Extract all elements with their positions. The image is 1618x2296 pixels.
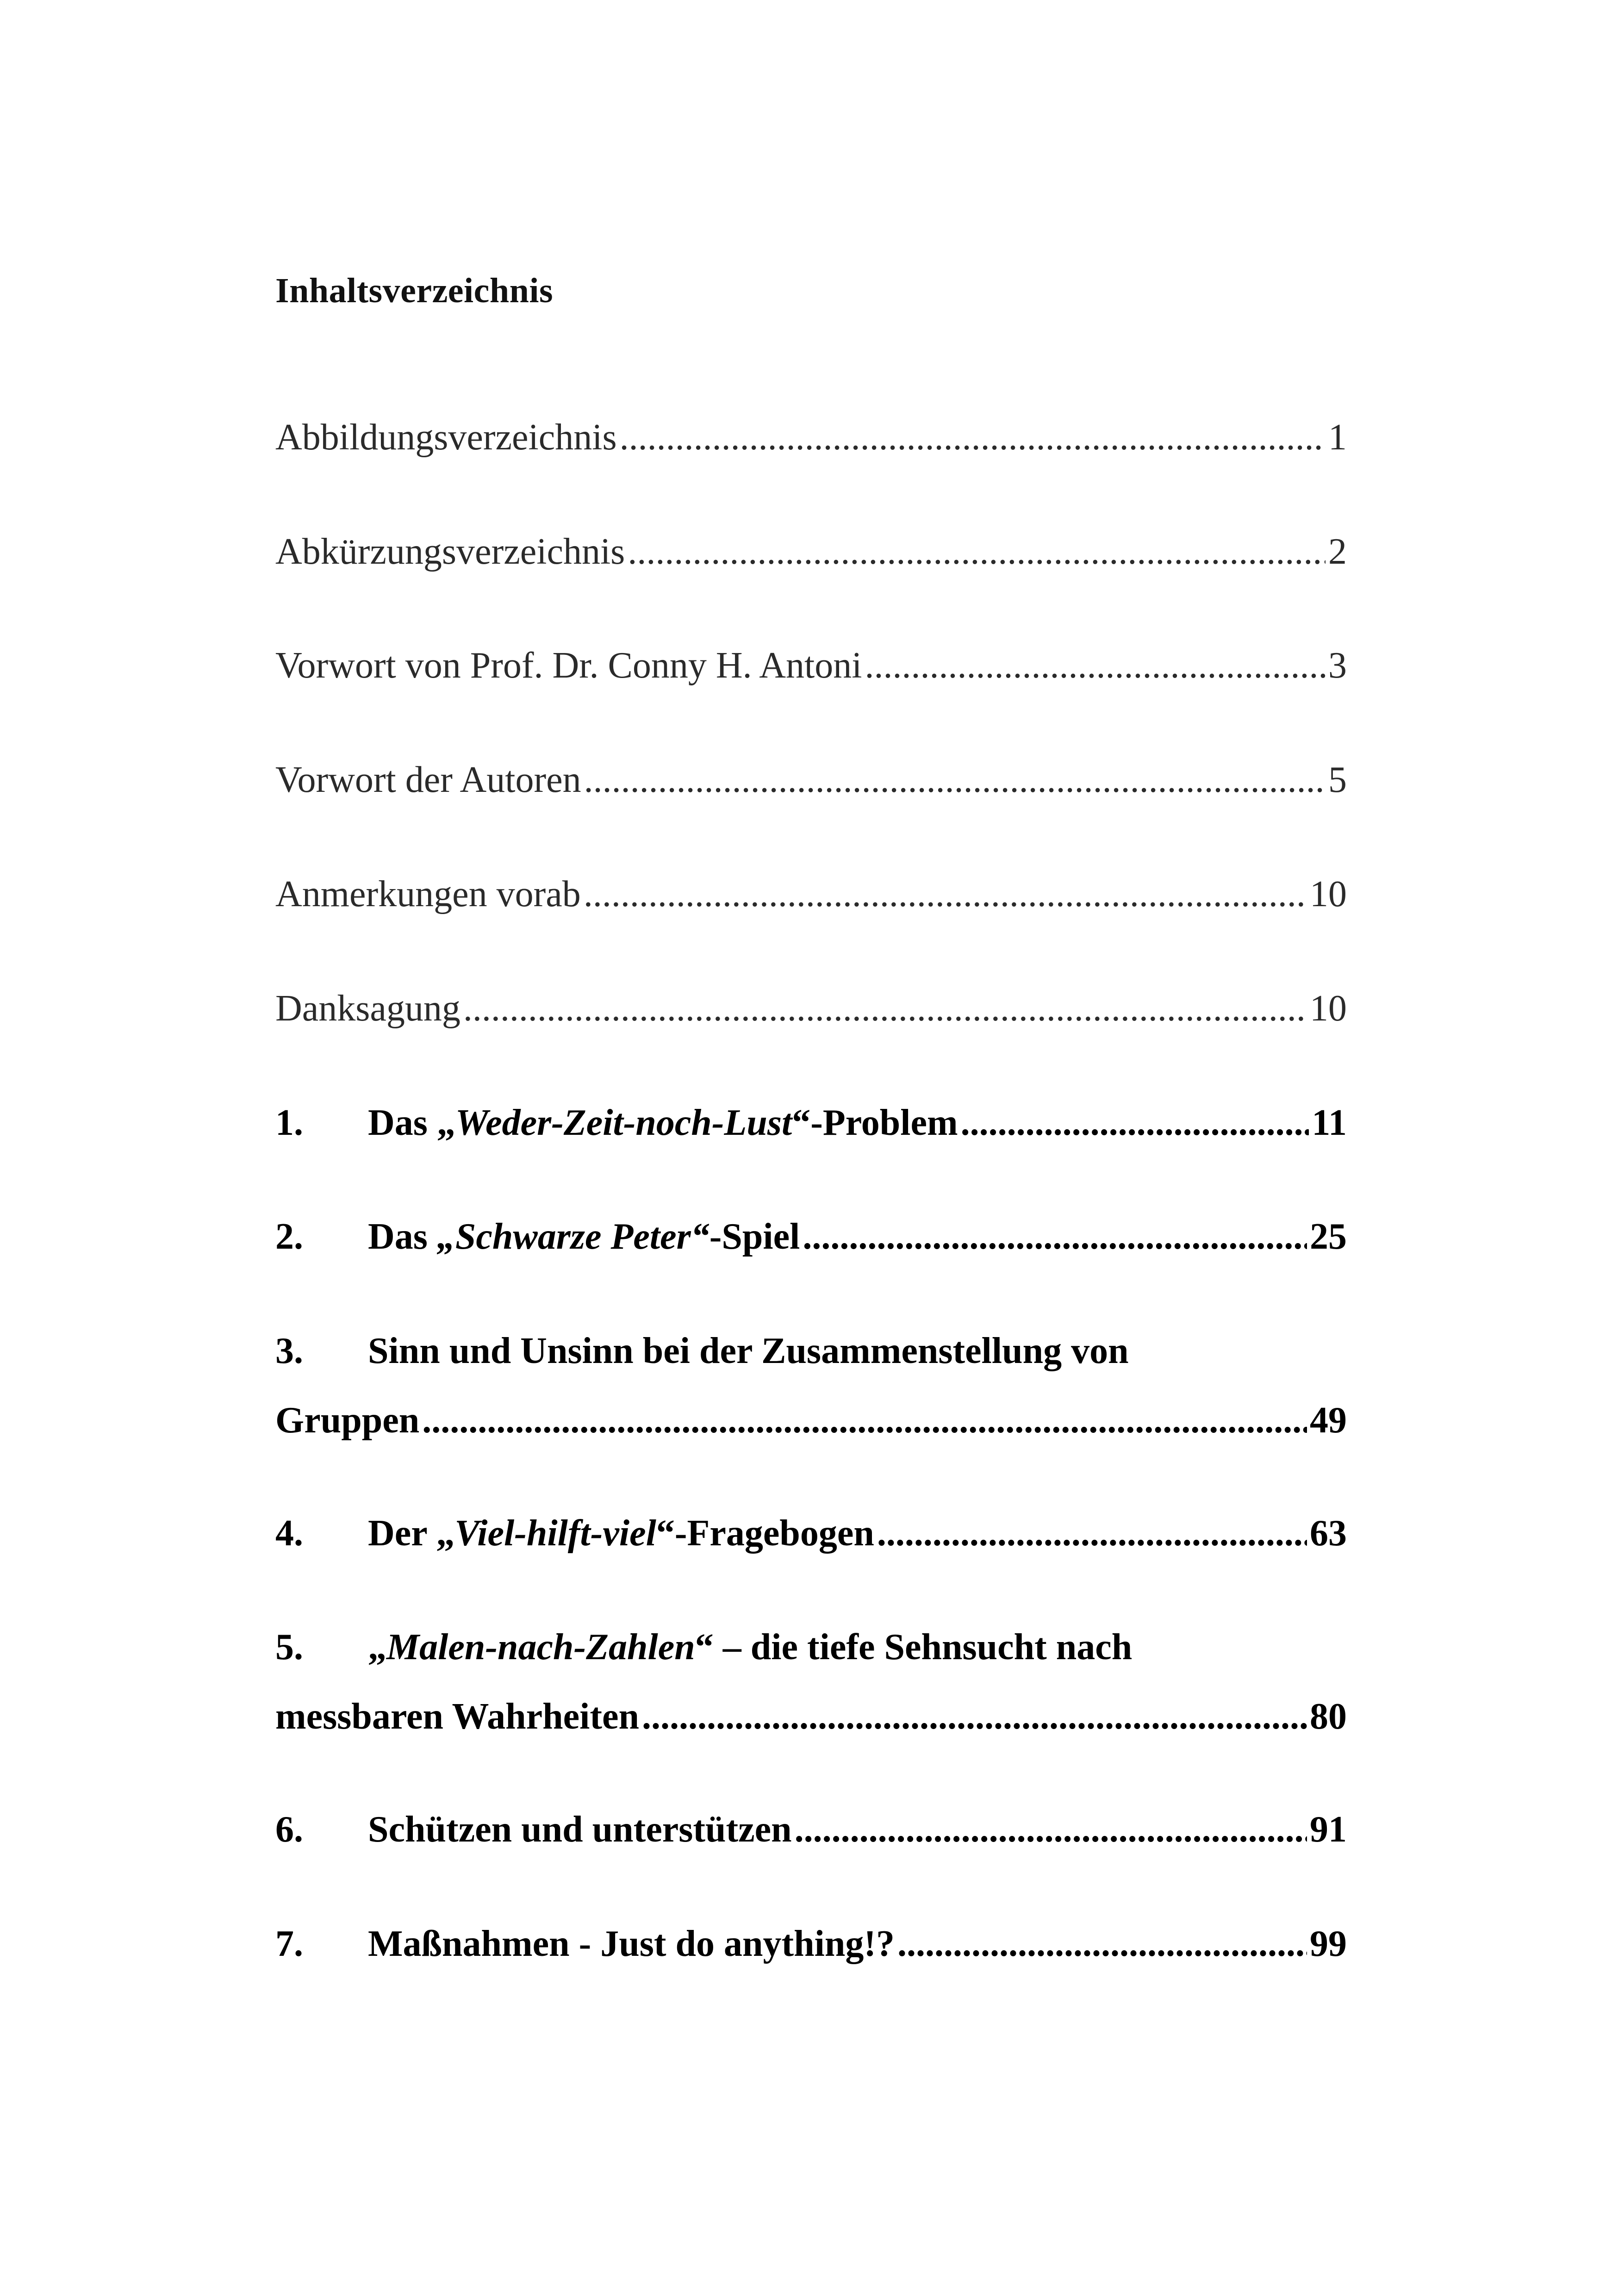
chapter-page: 11 — [1312, 1102, 1347, 1143]
chapter-number: 2. — [275, 1216, 303, 1257]
chapter-title-line2: messbaren Wahrheiten — [275, 1696, 639, 1737]
toc-entry-page: 5 — [1328, 759, 1347, 800]
toc-chapter-4[interactable] — [275, 1499, 1347, 1568]
dot-leader — [961, 1088, 1309, 1157]
dot-leader — [620, 403, 1326, 472]
chapter-title-line2: Gruppen — [275, 1400, 420, 1441]
toc-chapter-3[interactable] — [275, 1316, 1347, 1455]
chapter-page: 49 — [1310, 1400, 1347, 1441]
chapter-title: Maßnahmen - Just do anything!? — [368, 1923, 895, 1964]
dot-leader — [642, 1682, 1307, 1751]
chapter-page: 80 — [1310, 1696, 1347, 1737]
toc-entry-page: 10 — [1310, 874, 1347, 915]
chapter-title: Das „Schwarze Peter“-Spiel — [368, 1216, 800, 1257]
toc-entry-page: 3 — [1328, 645, 1347, 686]
toc-entry-label: Anmerkungen vorab — [275, 874, 581, 915]
chapter-title-line1: Sinn und Unsinn bei der Zusammenstellung von — [368, 1331, 1129, 1371]
toc-title: Inhaltsverzeichnis — [275, 271, 554, 310]
toc-entry-label: Vorwort von Prof. Dr. Conny H. Antoni — [275, 645, 862, 686]
toc-entry-page: 1 — [1328, 417, 1347, 458]
chapter-number: 3. — [275, 1331, 303, 1371]
toc-entry-anmerkungen[interactable] — [275, 859, 1347, 929]
chapter-page: 91 — [1310, 1809, 1347, 1850]
chapter-title-line1: „Malen-nach-Zahlen“ – die tiefe Sehnsucht nach — [368, 1627, 1133, 1668]
dot-leader — [422, 1386, 1307, 1455]
dot-leader — [795, 1795, 1307, 1864]
toc-entry-vorwort-antoni[interactable] — [275, 631, 1347, 700]
chapter-number: 6. — [275, 1809, 303, 1850]
dot-leader — [584, 859, 1307, 929]
toc-entry-label: Vorwort der Autoren — [275, 759, 581, 800]
dot-leader — [803, 1202, 1307, 1271]
toc-chapter-6[interactable] — [275, 1795, 1347, 1864]
dot-leader — [584, 745, 1326, 815]
dot-leader — [628, 517, 1326, 586]
chapter-page: 63 — [1310, 1513, 1347, 1554]
dot-leader — [877, 1499, 1307, 1568]
dot-leader — [463, 974, 1307, 1043]
toc-entry-label: Abkürzungsverzeichnis — [275, 531, 625, 572]
toc-entry-abbildungsverzeichnis[interactable] — [275, 403, 1347, 472]
toc-entry-page: 2 — [1328, 531, 1347, 572]
chapter-number: 7. — [275, 1923, 303, 1964]
toc-chapter-5[interactable] — [275, 1612, 1347, 1751]
chapter-number: 5. — [275, 1627, 303, 1668]
toc-entry-label: Danksagung — [275, 988, 461, 1029]
chapter-number: 4. — [275, 1513, 303, 1554]
chapter-number: 1. — [275, 1102, 303, 1143]
toc-chapter-7[interactable] — [275, 1909, 1347, 1979]
chapter-title: Der „Viel-hilft-viel“-Fragebogen — [368, 1513, 874, 1554]
toc-entry-danksagung[interactable] — [275, 974, 1347, 1043]
dot-leader — [897, 1909, 1307, 1979]
chapter-title: Schützen und unterstützen — [368, 1809, 792, 1850]
toc-entry-label: Abbildungsverzeichnis — [275, 417, 617, 458]
toc-entry-page: 10 — [1310, 988, 1347, 1029]
chapter-title: Das „Weder-Zeit-noch-Lust“-Problem — [368, 1102, 958, 1143]
toc-chapter-2[interactable] — [275, 1202, 1347, 1271]
dot-leader — [865, 631, 1326, 700]
chapter-page: 25 — [1310, 1216, 1347, 1257]
toc-chapter-1[interactable] — [275, 1088, 1347, 1157]
toc-entry-vorwort-autoren[interactable] — [275, 745, 1347, 815]
chapter-page: 99 — [1310, 1923, 1347, 1964]
toc-entry-abkuerzungsverzeichnis[interactable] — [275, 517, 1347, 586]
